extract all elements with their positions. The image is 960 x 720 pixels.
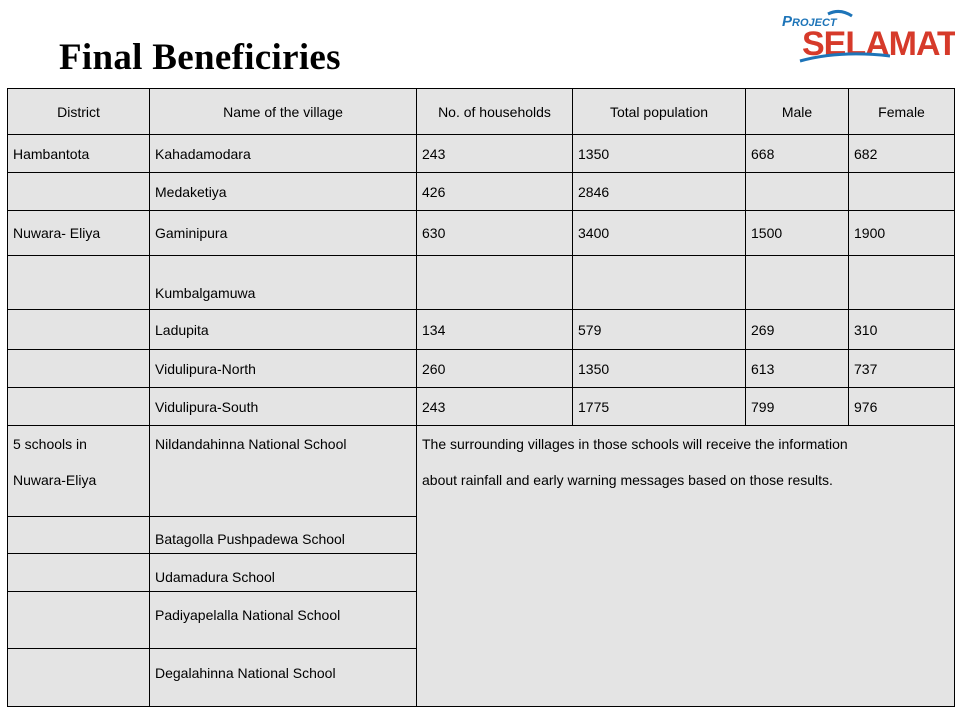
cell-female bbox=[849, 173, 955, 211]
cell-school-name: Nildandahinna National School bbox=[150, 426, 417, 517]
cell-district bbox=[8, 173, 150, 211]
table-row bbox=[8, 256, 955, 310]
table-row bbox=[8, 350, 955, 388]
cell-female: 310 bbox=[849, 310, 955, 350]
page-title: Final Beneficiries bbox=[59, 37, 341, 78]
project-selamat-logo bbox=[780, 6, 955, 66]
header-households: No. of households bbox=[417, 89, 573, 135]
cell-male: 668 bbox=[746, 135, 849, 173]
table-row bbox=[8, 135, 955, 173]
schools-note-line2: about rainfall and early warning messages based on those results. bbox=[422, 472, 833, 488]
header-district: District bbox=[8, 89, 150, 135]
cell-households bbox=[417, 256, 573, 310]
svg-text:PROJECT: PROJECT bbox=[782, 13, 837, 30]
table-row bbox=[8, 211, 955, 256]
cell-village: Medaketiya bbox=[150, 173, 417, 211]
cell-district: Hambantota bbox=[8, 135, 150, 173]
cell-households: 134 bbox=[417, 310, 573, 350]
cell-male: 269 bbox=[746, 310, 849, 350]
cell-district bbox=[8, 517, 150, 554]
table-row bbox=[8, 388, 955, 426]
cell-school-name: Degalahinna National School bbox=[150, 649, 417, 707]
svg-text:SELAMAT: SELAMAT bbox=[802, 25, 955, 63]
header-village: Name of the village bbox=[150, 89, 417, 135]
cell-total-population: 1350 bbox=[573, 135, 746, 173]
schools-note-line1: The surrounding villages in those schools will receive the information bbox=[422, 436, 848, 452]
cell-total-population: 579 bbox=[573, 310, 746, 350]
cell-village: Kahadamodara bbox=[150, 135, 417, 173]
cell-female: 976 bbox=[849, 388, 955, 426]
cell-male bbox=[746, 173, 849, 211]
header-female: Female bbox=[849, 89, 955, 135]
beneficiaries-table bbox=[7, 88, 955, 707]
cell-total-population: 3400 bbox=[573, 211, 746, 256]
cell-male: 1500 bbox=[746, 211, 849, 256]
table-row-school bbox=[8, 426, 955, 517]
header-male: Male bbox=[746, 89, 849, 135]
cell-households: 260 bbox=[417, 350, 573, 388]
cell-district bbox=[8, 554, 150, 592]
cell-district bbox=[8, 256, 150, 310]
cell-total-population: 1350 bbox=[573, 350, 746, 388]
cell-school-name: Batagolla Pushpadewa School bbox=[150, 517, 417, 554]
cell-district bbox=[8, 350, 150, 388]
cell-village: Gaminipura bbox=[150, 211, 417, 256]
table-row bbox=[8, 310, 955, 350]
cell-households: 630 bbox=[417, 211, 573, 256]
cell-district: Nuwara- Eliya bbox=[8, 211, 150, 256]
cell-male: 799 bbox=[746, 388, 849, 426]
cell-school-name: Udamadura School bbox=[150, 554, 417, 592]
cell-female: 1900 bbox=[849, 211, 955, 256]
cell-male: 613 bbox=[746, 350, 849, 388]
cell-total-population: 2846 bbox=[573, 173, 746, 211]
cell-school-name: Padiyapelalla National School bbox=[150, 592, 417, 649]
cell-village: Kumbalgamuwa bbox=[150, 256, 417, 310]
table-row bbox=[8, 173, 955, 211]
cell-village: Vidulipura-South bbox=[150, 388, 417, 426]
cell-district bbox=[8, 310, 150, 350]
schools-district-line1: 5 schools in bbox=[13, 436, 87, 452]
schools-district-line2: Nuwara-Eliya bbox=[13, 472, 97, 488]
cell-village: Ladupita bbox=[150, 310, 417, 350]
cell-total-population bbox=[573, 256, 746, 310]
cell-district bbox=[8, 592, 150, 649]
cell-village: Vidulipura-North bbox=[150, 350, 417, 388]
cell-male bbox=[746, 256, 849, 310]
cell-total-population: 1775 bbox=[573, 388, 746, 426]
header-total-population: Total population bbox=[573, 89, 746, 135]
table-header-row bbox=[8, 89, 955, 135]
cell-female: 682 bbox=[849, 135, 955, 173]
cell-households: 243 bbox=[417, 388, 573, 426]
cell-households: 426 bbox=[417, 173, 573, 211]
cell-households: 243 bbox=[417, 135, 573, 173]
cell-female bbox=[849, 256, 955, 310]
cell-schools-district bbox=[8, 426, 150, 517]
cell-district bbox=[8, 388, 150, 426]
cell-district bbox=[8, 649, 150, 707]
cell-female: 737 bbox=[849, 350, 955, 388]
cell-schools-note bbox=[417, 426, 955, 707]
